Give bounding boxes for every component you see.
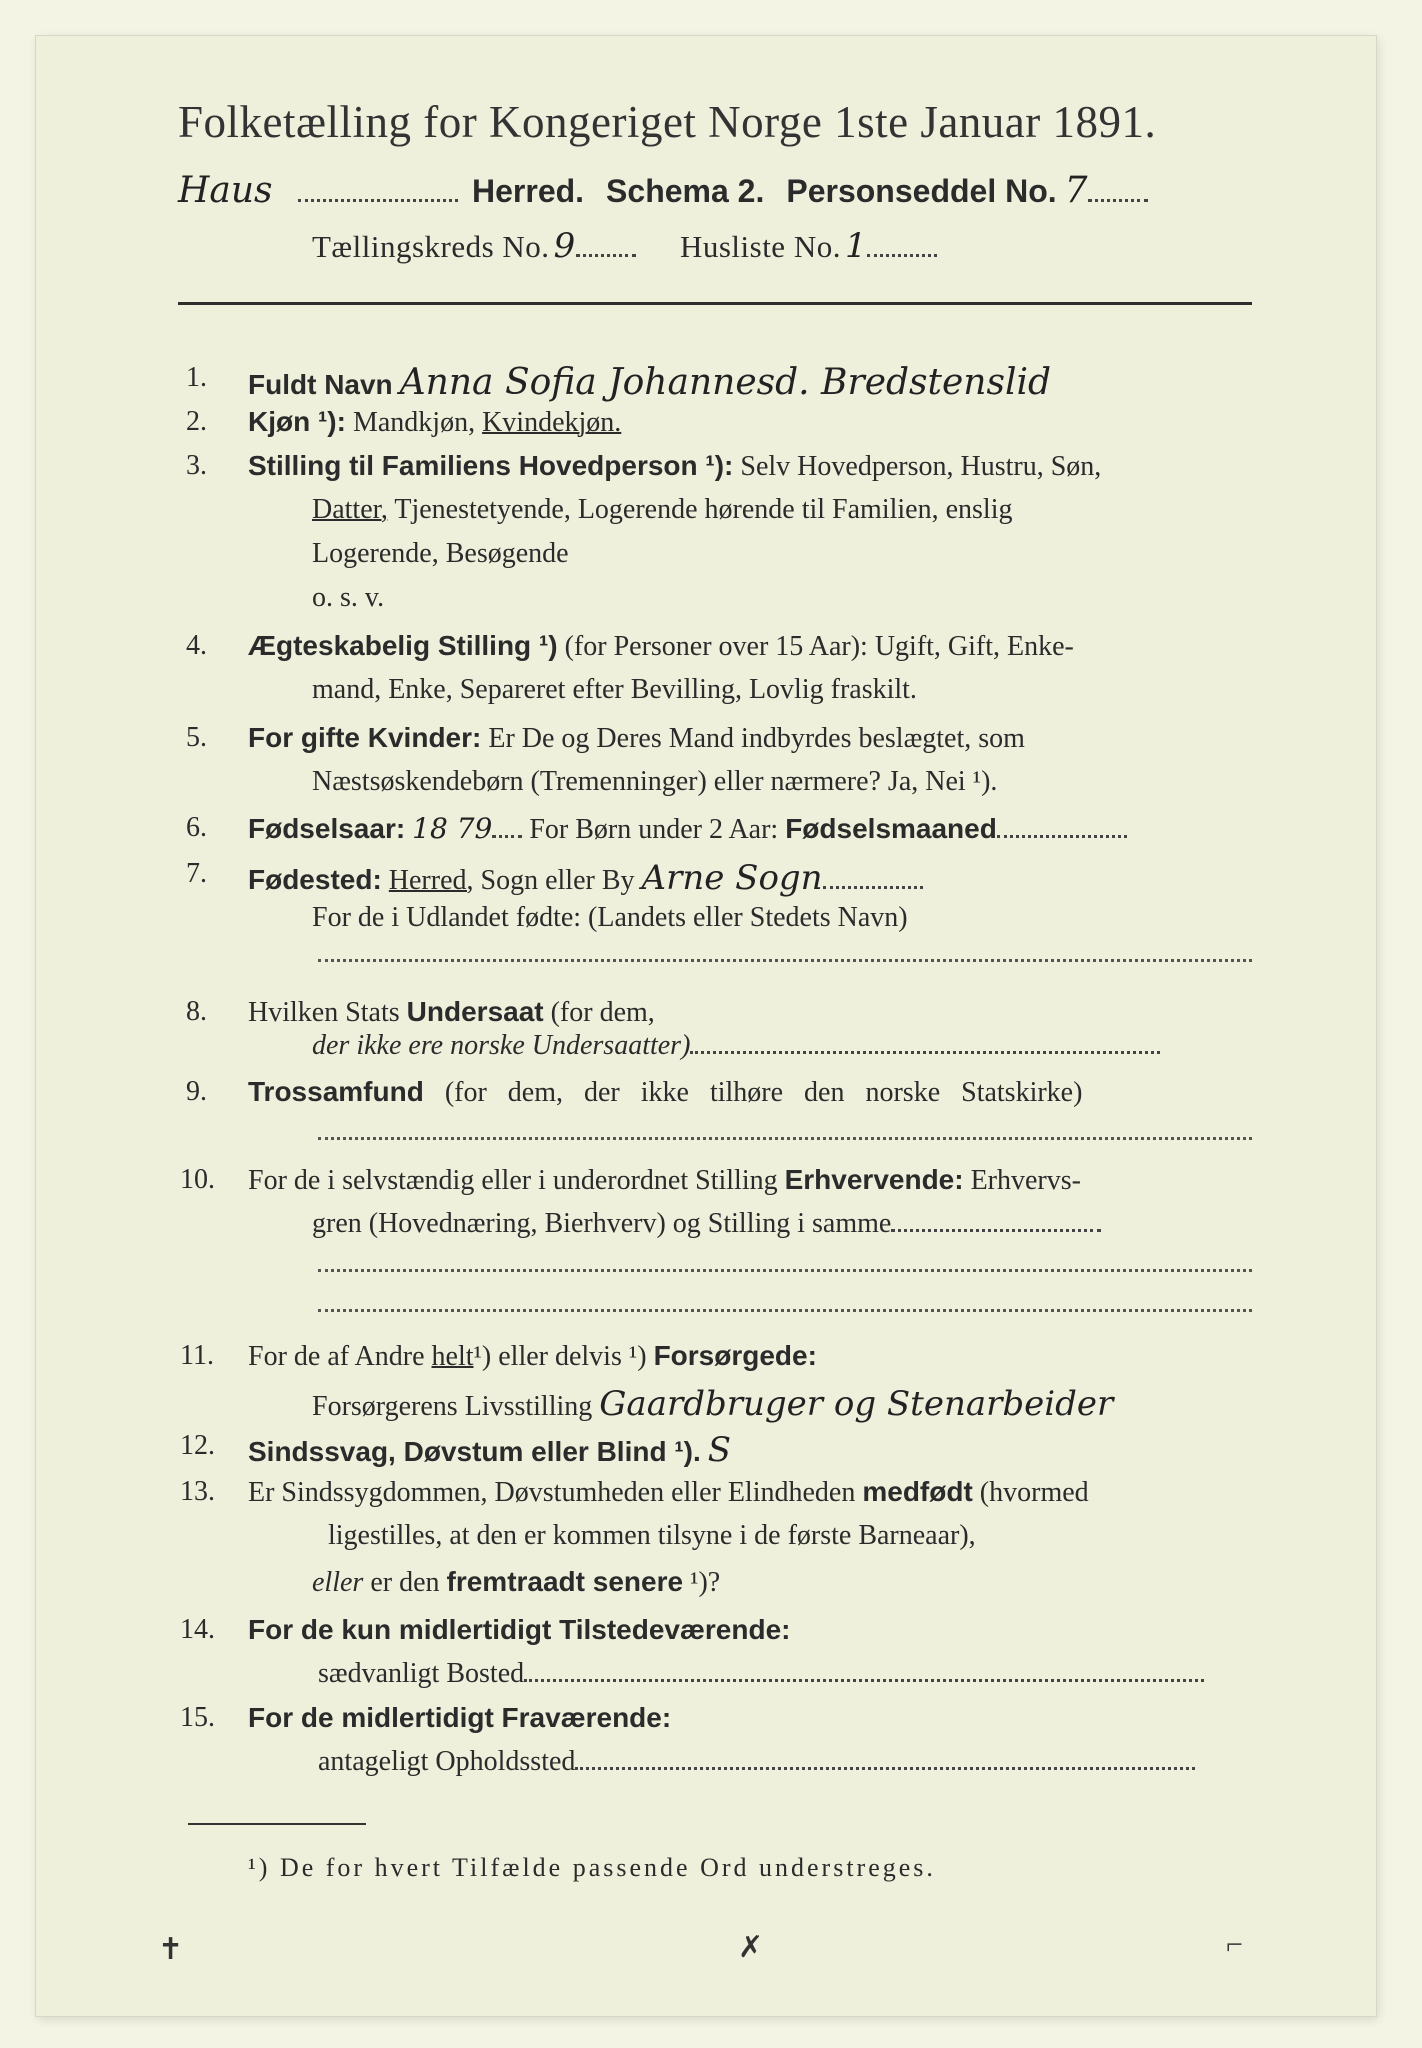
dotted-leader [298, 198, 458, 202]
form-title: Folketælling for Kongeriget Norge 1ste Januar 1891. [178, 97, 1157, 147]
option-helt: helt [431, 1341, 474, 1372]
corner-mark-right: ⌐ [1226, 1928, 1243, 1961]
question-8-label: Undersaat [406, 996, 544, 1027]
question-3-options-4: o. s. v. [312, 582, 385, 613]
question-10-line-2-text [312, 1208, 1101, 1240]
question-6-line [248, 812, 1127, 846]
question-9-text: (for dem, der ikke tilhøre den norske Statskirke) [444, 1077, 1083, 1108]
question-4-line [248, 630, 1074, 663]
full-name-value: Anna Sofia Johannesd. Bredstenslid [399, 362, 1052, 403]
item-number: 3. [186, 450, 207, 481]
item-number: 11. [180, 1340, 214, 1371]
item-number: 4. [186, 630, 207, 661]
question-13-text: Er Sindssygdommen, Døvstumheden eller Elindheden [248, 1477, 856, 1508]
item-number: 9. [186, 1076, 207, 1107]
question-1-label: Fuldt Navn [248, 369, 393, 400]
question-6-label: Fødselsaar: [248, 813, 406, 844]
item-number: 8. [186, 996, 207, 1027]
question-10-line [248, 1164, 1081, 1197]
question-3-label: Stilling til Familiens Hovedperson ¹): [248, 450, 734, 481]
corner-mark-left: ✝ [158, 1933, 184, 1966]
husliste-label: Husliste No. [679, 229, 841, 264]
option-datter: Datter, [312, 494, 388, 525]
question-13-text-b: (hvormed [979, 1477, 1089, 1508]
item-number: 5. [186, 722, 207, 753]
question-10-text-b: Erhvervs- [970, 1165, 1081, 1196]
item-number: 1. [186, 362, 207, 393]
answer-line [318, 1308, 1252, 1312]
answer-line [318, 1136, 1252, 1140]
item-number: 6. [186, 812, 207, 843]
option-mandkjon: Mandkjøn, [352, 407, 476, 438]
personseddel-value: 7 [1064, 170, 1088, 211]
question-2-line [248, 406, 621, 439]
item-number: 15. [180, 1702, 215, 1733]
herred-value: Haus [178, 170, 273, 211]
question-4-options-2: mand, Enke, Separeret efter Bevilling, Lovlig fraskilt. [312, 674, 917, 705]
item-number: 10. [180, 1164, 215, 1195]
question-13-text-2: ligestilles, at den er kommen tilsyne i de første Barneaar), [328, 1520, 976, 1551]
dotted-leader [576, 253, 636, 257]
question-3-options: Selv Hovedperson, Hustru, Søn, [740, 451, 1102, 482]
question-7-text: Sogn eller By [480, 865, 635, 896]
kreds-value: 9 [553, 226, 576, 266]
question-8-text-b: (for dem, [550, 997, 655, 1028]
schema-label: Schema 2. [606, 173, 765, 209]
dotted-leader [823, 885, 923, 889]
herred-label: Herred. [472, 173, 585, 209]
dotted-leader [524, 1678, 1204, 1682]
question-10-label: Erhvervende: [784, 1164, 964, 1195]
question-15-line [248, 1702, 671, 1735]
question-8-line-2-text [312, 1030, 1160, 1062]
dotted-leader [1088, 198, 1148, 202]
birth-month-label: Fødselsmaaned [785, 813, 997, 844]
dotted-leader [891, 1228, 1101, 1232]
question-2-label: Kjøn ¹): [248, 406, 346, 437]
birthplace-value: Arne Sogn [641, 858, 823, 898]
question-3-options-3: Logerende, Besøgende [312, 538, 569, 569]
question-13-text-3a: eller [312, 1567, 364, 1598]
answer-line [318, 1268, 1252, 1272]
answer-line [318, 958, 1252, 962]
item-number: 2. [186, 406, 207, 437]
question-4-label: Ægteskabelig Stilling ¹) [248, 630, 558, 661]
question-9-line [248, 1076, 1082, 1109]
item-number: 13. [180, 1476, 215, 1507]
question-7-text-2: For de i Udlandet fødte: (Landets eller Stedets Navn) [312, 902, 908, 933]
question-11-text-b: ¹) eller delvis ¹) [473, 1341, 647, 1372]
option-herred: Herred, [388, 865, 474, 896]
question-13-text-3c: ¹)? [690, 1567, 721, 1598]
question-14-line [248, 1614, 790, 1647]
question-15-label: For de midlertidigt Fraværende: [248, 1702, 672, 1733]
question-8-line [248, 996, 655, 1029]
question-9-label: Trossamfund [248, 1076, 424, 1107]
provider-occupation-value: Gaardbruger og Stenarbeider [599, 1384, 1114, 1424]
question-15-line-2-text [318, 1746, 1195, 1778]
corner-mark-center: ✗ [738, 1931, 764, 1964]
question-13-label-2: fremtraadt senere [446, 1566, 684, 1597]
footnote: ¹) De for hvert Tilfælde passende Ord understreges. [248, 1853, 936, 1882]
question-12-label: Sindssvag, Døvstum eller Blind ¹). [248, 1436, 701, 1467]
personseddel-label: Personseddel No. [786, 173, 1057, 209]
question-11-line [248, 1340, 817, 1373]
item-number: 7. [186, 858, 207, 889]
question-10-text: For de i selvstændig eller i underordnet Stilling [248, 1165, 778, 1196]
kreds-label: Tællingskreds No. [312, 229, 550, 264]
footnote-rule [188, 1823, 366, 1825]
question-13-text-3b: er den [370, 1567, 440, 1598]
header-divider [178, 302, 1252, 305]
question-14-line-2-text [318, 1658, 1204, 1690]
question-3-options-2: Tjenestetyende, Logerende hørende til Familien, enslig [394, 494, 1013, 525]
birth-year-value: 18 79 [412, 812, 493, 845]
question-1-line [248, 362, 1051, 403]
question-5-label: For gifte Kvinder: [248, 722, 482, 753]
question-11-label: Forsørgede: [653, 1340, 817, 1371]
kreds-line [312, 226, 937, 266]
dotted-leader [575, 1766, 1195, 1770]
question-4-options: (for Personer over 15 Aar): Ugift, Gift, Enke- [564, 631, 1074, 662]
question-11-line-2-text [312, 1384, 1113, 1424]
dotted-leader [867, 253, 937, 257]
question-8-text: Hvilken Stats [248, 997, 400, 1028]
question-12-value: S [707, 1430, 732, 1470]
dotted-leader [690, 1050, 1160, 1054]
question-10-text-2: gren (Hovednæring, Bierhverv) og Stilling i samme [312, 1208, 892, 1239]
question-14-label: For de kun midlertidigt Tilstedeværende: [248, 1614, 791, 1645]
usual-residence-label: sædvanligt Bosted [318, 1658, 525, 1689]
item-number: 14. [180, 1614, 215, 1645]
question-12-line [248, 1430, 731, 1470]
question-5-line [248, 722, 1025, 755]
probable-residence-label: antageligt Opholdssted [318, 1746, 576, 1777]
question-6-text: For Børn under 2 Aar: [529, 814, 779, 845]
question-11-text: For de af Andre [248, 1341, 425, 1372]
question-3-line [248, 450, 1101, 483]
census-form-page [36, 36, 1376, 2016]
husliste-value: 1 [844, 226, 868, 266]
question-8-text-2: der ikke ere norske Undersaatter) [312, 1030, 691, 1061]
question-13-line-3-text [312, 1566, 720, 1599]
question-7-label: Fødested: [248, 864, 382, 895]
question-3-line-2-text [312, 494, 1012, 526]
item-number: 12. [180, 1430, 215, 1461]
question-5-text-2: Næstsøskendebørn (Tremenninger) eller nærmere? Ja, Nei ¹). [312, 766, 998, 797]
dotted-leader [492, 834, 522, 838]
question-13-label: medfødt [862, 1476, 973, 1507]
provider-occupation-label: Forsørgerens Livsstilling [312, 1391, 593, 1422]
question-13-line [248, 1476, 1089, 1509]
herred-line [178, 170, 1148, 211]
option-kvindekjon: Kvindekjøn. [482, 407, 622, 438]
question-7-line [248, 858, 923, 898]
question-5-text: Er De og Deres Mand indbyrdes beslægtet, som [488, 723, 1025, 754]
dotted-leader [997, 834, 1127, 838]
